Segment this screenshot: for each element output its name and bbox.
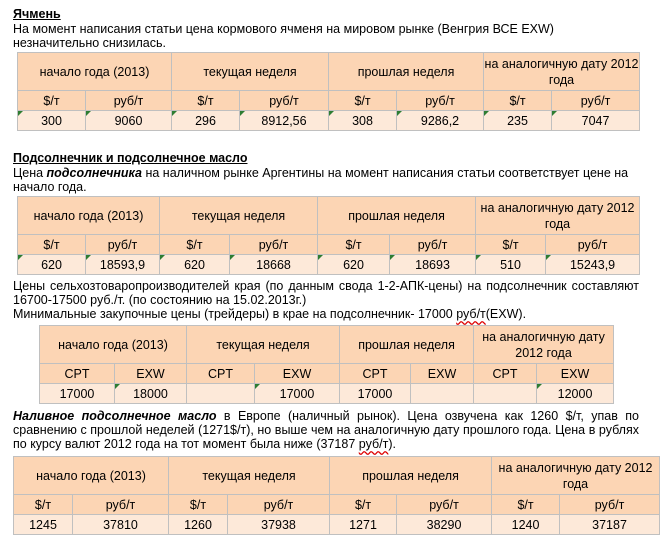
unit-cell: $/т xyxy=(18,235,86,255)
sunflower-price-table xyxy=(17,196,640,275)
unit-cell: руб/т xyxy=(397,495,492,515)
barley-price-table xyxy=(17,52,640,131)
header-same-date-2012: на аналогичную дату 2012 года xyxy=(492,457,660,495)
producers-price-table xyxy=(39,325,614,404)
value-cell[interactable]: 510 xyxy=(476,255,546,275)
value-cell[interactable]: 18693 xyxy=(390,255,476,275)
oil-price-table xyxy=(13,456,660,535)
value-cell[interactable]: 620 xyxy=(160,255,230,275)
unit-cell: руб/т xyxy=(230,235,318,255)
value-cell[interactable]: 38290 xyxy=(397,515,492,535)
value-cell[interactable]: 17000 xyxy=(340,384,411,404)
value-cell[interactable]: 1245 xyxy=(14,515,73,535)
header-year-start: начало года (2013) xyxy=(18,53,172,91)
value-cell[interactable]: 7047 xyxy=(552,111,640,131)
value-cell[interactable]: 18593,9 xyxy=(86,255,160,275)
unit-cell: EXW xyxy=(411,364,474,384)
unit-cell: $/т xyxy=(330,495,397,515)
value-cell[interactable]: 308 xyxy=(329,111,397,131)
value-cell[interactable]: 37810 xyxy=(73,515,169,535)
value-cell[interactable]: 17000 xyxy=(40,384,115,404)
header-current-week: текущая неделя xyxy=(160,197,318,235)
unit-cell: CPT xyxy=(187,364,255,384)
header-current-week: текущая неделя xyxy=(187,326,340,364)
unit-cell: $/т xyxy=(18,91,86,111)
sunflower-title: Подсолнечник и подсолнечное масло xyxy=(13,151,248,165)
value-cell[interactable]: 620 xyxy=(18,255,86,275)
unit-cell: EXW xyxy=(537,364,614,384)
value-cell[interactable]: 37938 xyxy=(228,515,330,535)
value-cell[interactable]: 235 xyxy=(484,111,552,131)
value-cell[interactable] xyxy=(474,384,537,404)
unit-cell: руб/т xyxy=(546,235,640,255)
unit-cell: руб/т xyxy=(73,495,169,515)
value-cell[interactable]: 18000 xyxy=(115,384,187,404)
value-cell[interactable]: 18668 xyxy=(230,255,318,275)
unit-cell: $/т xyxy=(318,235,390,255)
value-cell[interactable]: 17000 xyxy=(255,384,340,404)
producers-min-price-text: Минимальные закупочные цены (трейдеры) в крае на подсолнечник- 17000 руб/т(EXW). xyxy=(13,307,527,321)
header-same-date-2012: на аналогичную дату 2012 года xyxy=(474,326,614,364)
unit-cell: руб/т xyxy=(552,91,640,111)
unit-cell: $/т xyxy=(492,495,560,515)
unit-cell: $/т xyxy=(329,91,397,111)
header-last-week: прошлая неделя xyxy=(340,326,474,364)
unit-cell: $/т xyxy=(476,235,546,255)
value-cell[interactable]: 1260 xyxy=(169,515,228,535)
value-cell[interactable]: 1240 xyxy=(492,515,560,535)
value-cell[interactable]: 296 xyxy=(172,111,240,131)
producers-text: Цены сельхозтоваропроизводителей края (по данным свода 1-2-АПК-цены) на подсолнечник составляют 16700-17500 руб./т. (по состоянию на 15.02.2013г.) xyxy=(13,279,639,307)
header-year-start: начало года (2013) xyxy=(40,326,187,364)
unit-cell: руб/т xyxy=(86,91,172,111)
header-same-date-2012: на аналогичную дату 2012 года xyxy=(484,53,640,91)
unit-cell: руб/т xyxy=(86,235,160,255)
unit-cell: $/т xyxy=(484,91,552,111)
unit-cell: руб/т xyxy=(228,495,330,515)
unit-cell: EXW xyxy=(255,364,340,384)
unit-cell: $/т xyxy=(172,91,240,111)
unit-cell: CPT xyxy=(474,364,537,384)
unit-cell: руб/т xyxy=(560,495,660,515)
value-cell[interactable]: 37187 xyxy=(560,515,660,535)
value-cell[interactable]: 1271 xyxy=(330,515,397,535)
oil-text: Наливное подсолнечное масло в Европе (наличный рынок). Цена озвучена как 1260 $/т, упав по сравнению с прошлой неделей (1271$/т), но выше чем на аналогичную дату прошлого года. Цена в рублях по курсу валют 2012 года на тот момент была ниже (37187 руб/т). xyxy=(13,409,639,451)
header-same-date-2012: на аналогичную дату 2012 года xyxy=(476,197,640,235)
value-cell[interactable]: 9060 xyxy=(86,111,172,131)
unit-cell: руб/т xyxy=(390,235,476,255)
unit-cell: руб/т xyxy=(397,91,484,111)
header-current-week: текущая неделя xyxy=(172,53,329,91)
sunflower-text: Цена подсолнечника на наличном рынке Аргентины на момент написания статьи соответствует цене на начало года. xyxy=(13,166,629,194)
unit-cell: CPT xyxy=(340,364,411,384)
header-last-week: прошлая неделя xyxy=(329,53,484,91)
value-cell[interactable]: 620 xyxy=(318,255,390,275)
value-cell[interactable] xyxy=(411,384,474,404)
value-cell[interactable]: 9286,2 xyxy=(397,111,484,131)
barley-title: Ячмень xyxy=(13,7,61,21)
unit-cell: $/т xyxy=(169,495,228,515)
header-last-week: прошлая неделя xyxy=(318,197,476,235)
unit-cell: CPT xyxy=(40,364,115,384)
header-year-start: начало года (2013) xyxy=(18,197,160,235)
unit-cell: руб/т xyxy=(240,91,329,111)
unit-cell: $/т xyxy=(14,495,73,515)
header-last-week: прошлая неделя xyxy=(330,457,492,495)
value-cell[interactable]: 300 xyxy=(18,111,86,131)
value-cell[interactable]: 12000 xyxy=(537,384,614,404)
unit-cell: EXW xyxy=(115,364,187,384)
header-current-week: текущая неделя xyxy=(169,457,330,495)
value-cell[interactable]: 8912,56 xyxy=(240,111,329,131)
value-cell[interactable]: 15243,9 xyxy=(546,255,640,275)
header-year-start: начало года (2013) xyxy=(14,457,169,495)
value-cell[interactable] xyxy=(187,384,255,404)
unit-cell: $/т xyxy=(160,235,230,255)
barley-text: На момент написания статьи цена кормового ячменя на мировом рынке (Венгрия ВСЕ EXW) незначительно снизилась. xyxy=(13,22,554,50)
